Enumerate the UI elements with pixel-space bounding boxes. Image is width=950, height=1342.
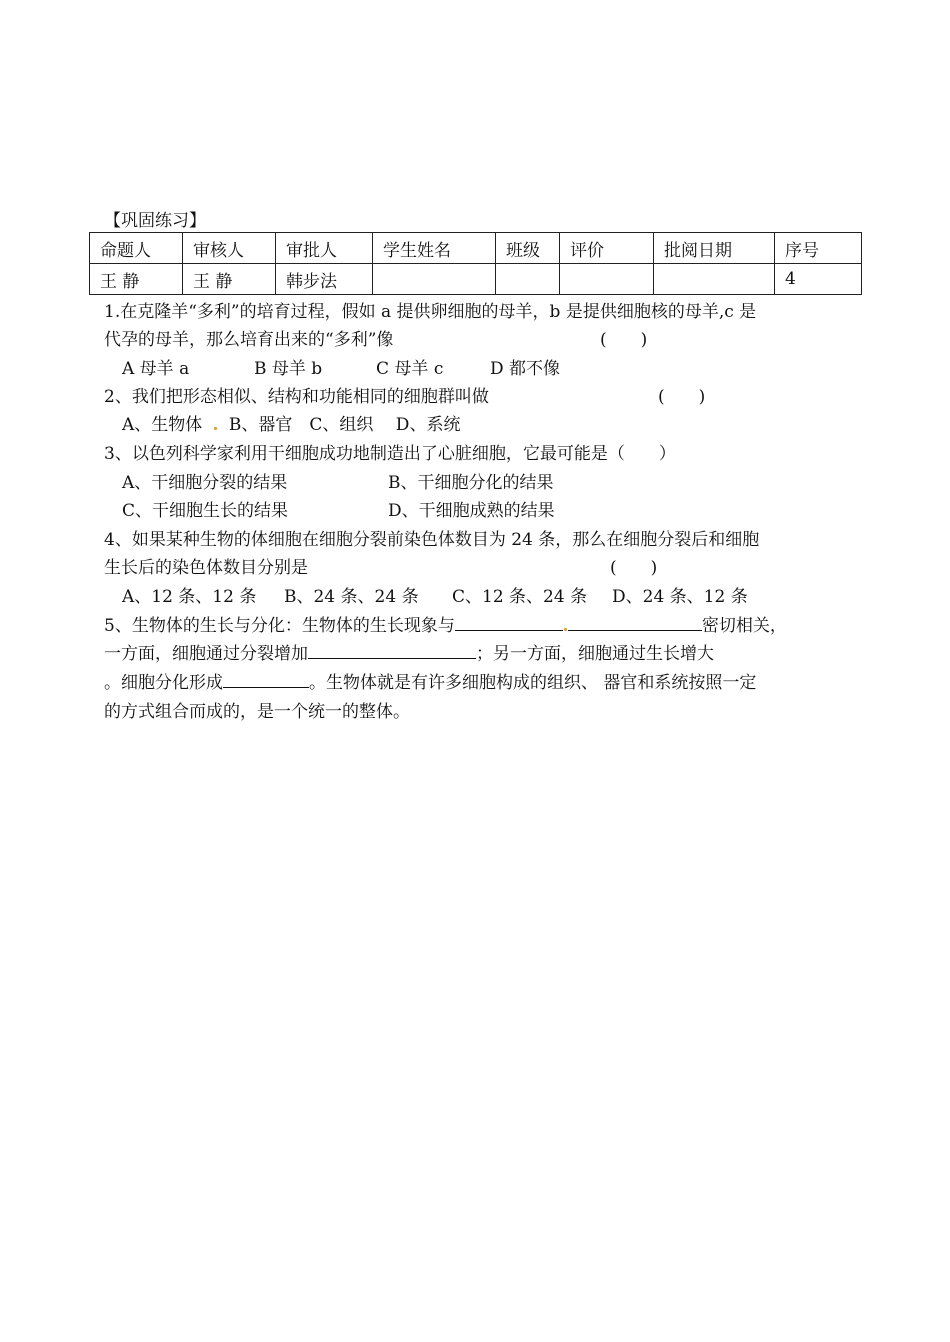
value-cell-proposer: 王 静 xyxy=(90,264,183,295)
fill-blank-2[interactable] xyxy=(568,612,702,631)
q2-answer-bracket: ( ) xyxy=(658,387,706,407)
header-cell-review-date: 批阅日期 xyxy=(654,233,775,264)
value-cell-reviewer: 王 静 xyxy=(183,264,276,295)
q3-option-d: D、干细胞成熟的结果 xyxy=(388,501,555,521)
q5-line2-start: 一方面，细胞通过分裂增加 xyxy=(104,644,308,664)
q4-answer-bracket: ( ) xyxy=(610,558,658,578)
q4-option-d: D、24 条、12 条 xyxy=(612,587,748,607)
value-cell-approver: 韩步法 xyxy=(276,264,373,295)
q2-stem: 2、我们把形态相似、结构和功能相同的细胞群叫做 xyxy=(104,387,489,407)
q3-option-c: C、干细胞生长的结果 xyxy=(122,501,289,521)
q5-line2 xyxy=(104,640,714,668)
q3-stem: 3、以色列科学家利用干细胞成功地制造出了心脏细胞，它最可能是（ ） xyxy=(104,444,676,464)
q4-option-c: C、12 条、24 条 xyxy=(452,587,588,607)
q1-option-b: B 母羊 b xyxy=(254,359,323,379)
q3-option-a: A、干细胞分裂的结果 xyxy=(122,473,288,493)
q1-line2: 代孕的母羊，那么培育出来的“多利”像 xyxy=(104,330,394,350)
meta-table xyxy=(89,232,862,295)
q4-line1: 4、如果某种生物的体细胞在细胞分裂前染色体数目为 24 条，那么在细胞分裂后和细胞 xyxy=(104,530,760,550)
q5-line1 xyxy=(104,612,787,640)
q2-option-a-text: A、生物体 xyxy=(122,415,203,435)
value-cell-class xyxy=(496,264,560,295)
q2-options-rest: B、器官 C、组织 D、系统 xyxy=(228,415,461,435)
value-cell-serial: 4 xyxy=(775,264,862,295)
q2-option-a xyxy=(122,411,460,439)
q1-line1: 1.在克隆羊“多利”的培育过程，假如 a 提供卵细胞的母羊，b 是提供细胞核的母羊,c 是 xyxy=(104,302,757,322)
q1-option-a: A 母羊 a xyxy=(122,359,190,379)
value-cell-review-date xyxy=(654,264,775,295)
fill-blank-1[interactable] xyxy=(455,612,563,631)
header-cell-student-name: 学生姓名 xyxy=(373,233,496,264)
q1-option-c: C 母羊 c xyxy=(376,359,444,379)
meta-table-value-row xyxy=(90,264,862,295)
fill-blank-4[interactable] xyxy=(223,669,309,688)
header-cell-evaluation: 评价 xyxy=(560,233,654,264)
value-cell-evaluation xyxy=(560,264,654,295)
header-cell-serial: 序号 xyxy=(775,233,862,264)
highlight-dot xyxy=(564,628,567,631)
header-cell-class: 班级 xyxy=(496,233,560,264)
q5-line3-end: 。生物体就是有许多细胞构成的组织、 器官和系统按照一定 xyxy=(309,673,757,693)
q3-option-b: B、干细胞分化的结果 xyxy=(388,473,554,493)
section-title: 【巩固练习】 xyxy=(104,211,206,231)
q5-line4: 的方式组合而成的，是一个统一的整体。 xyxy=(104,702,410,722)
q4-option-b: B、24 条、24 条 xyxy=(284,587,419,607)
highlight-dot xyxy=(214,427,217,430)
header-cell-reviewer: 审核人 xyxy=(183,233,276,264)
value-cell-student-name xyxy=(373,264,496,295)
q1-answer-bracket: ( ) xyxy=(600,330,648,350)
q5-line2-end: ；另一方面，细胞通过生长增大 xyxy=(476,644,714,664)
q5-line3-start: 。细胞分化形成 xyxy=(104,673,223,693)
q4-line2: 生长后的染色体数目分别是 xyxy=(104,558,308,578)
q1-option-d: D 都不像 xyxy=(490,359,561,379)
header-cell-approver: 审批人 xyxy=(276,233,373,264)
q5-line1-start: 5、生物体的生长与分化：生物体的生长现象与 xyxy=(104,616,455,636)
fill-blank-3[interactable] xyxy=(308,640,476,659)
q5-line1-end: 密切相关， xyxy=(701,616,787,636)
meta-table-header-row xyxy=(90,233,862,264)
header-cell-proposer: 命题人 xyxy=(90,233,183,264)
q4-option-a: A、12 条、12 条 xyxy=(122,587,257,607)
q5-line3 xyxy=(104,669,756,697)
